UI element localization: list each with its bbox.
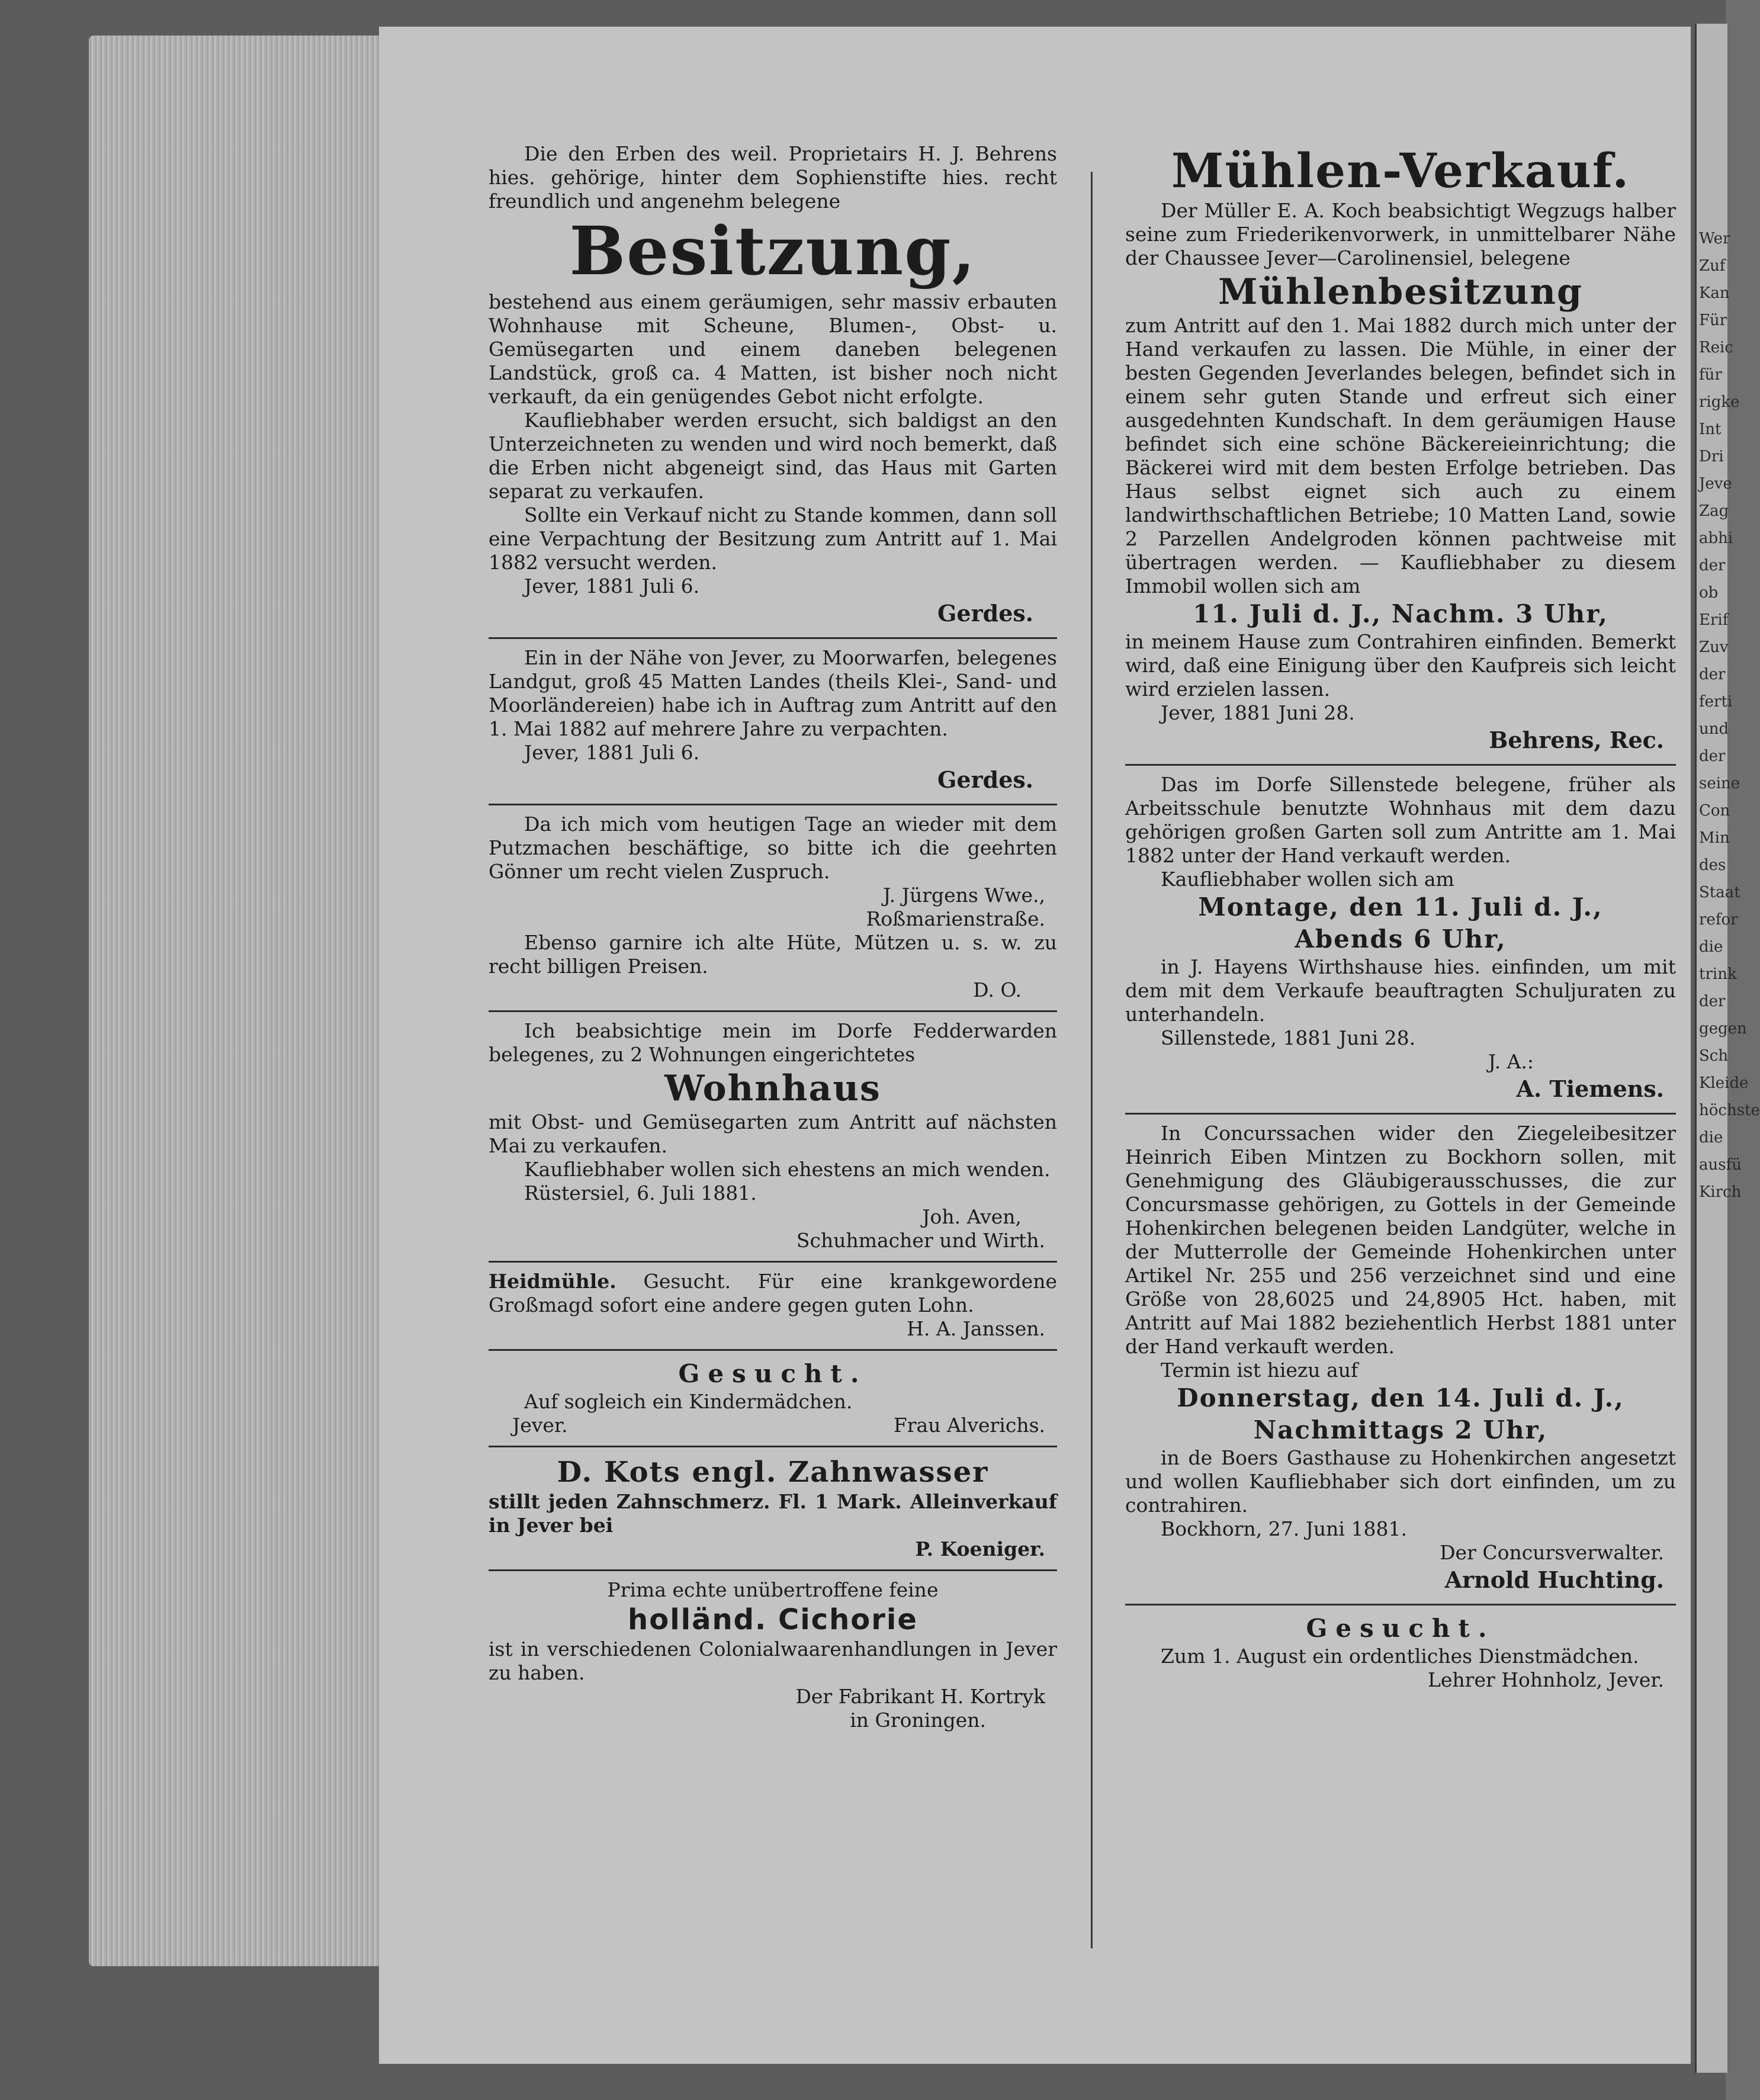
ad-heidmuehle — [489, 1270, 1057, 1341]
ad-body: Gesucht. Für eine krankgewordene Großmagd sofort eine andere gegen guten Lohn. — [489, 1270, 1057, 1316]
ad-putzmachen — [489, 813, 1057, 1002]
ad-date: Donnerstag, den 14. Juli d. J., — [1177, 1383, 1624, 1412]
ad-name: Joh. Aven, — [922, 1205, 1022, 1228]
ad-separator — [489, 1446, 1057, 1447]
adjacent-page-fragment: gegen — [1699, 1020, 1747, 1038]
adjacent-page-fragment: Min — [1699, 829, 1730, 847]
ad-title: Schuhmacher und Wirth. — [796, 1229, 1045, 1252]
ad-subheadline: Mühlenbesitzung — [1218, 271, 1583, 313]
adjacent-page-fragment: der — [1699, 557, 1726, 574]
adjacent-page-fragment: der — [1699, 666, 1726, 683]
ad-intro: Die den Erben des weil. Proprietairs H. J. Behrens hies. gehörige, hinter dem Sophienstifte hies. recht freundlich und angenehm belegene — [489, 142, 1057, 213]
ad-gesucht-kindermaedchen — [489, 1358, 1057, 1437]
column-divider — [1091, 172, 1093, 1948]
adjacent-page-fragment: Kan — [1699, 284, 1730, 302]
ad-name: Der Fabrikant H. Kortryk — [795, 1685, 1045, 1708]
ad-zahnwasser — [489, 1454, 1057, 1561]
adjacent-page-fragment: der — [1699, 993, 1726, 1010]
ad-signature: Arnold Huchting. — [1444, 1566, 1664, 1593]
ad-separator — [489, 1569, 1057, 1571]
adjacent-page-fragment: abhi — [1699, 529, 1733, 547]
ad-name: J. Jürgens Wwe., — [883, 884, 1045, 907]
ad-name: H. A. Janssen. — [907, 1317, 1045, 1340]
adjacent-page-fragment: Con — [1699, 802, 1730, 820]
adjacent-page-fragment: Jeve — [1699, 475, 1732, 493]
ad-separator — [489, 1010, 1057, 1012]
ad-dateline: Rüstersiel, 6. Juli 1881. — [524, 1181, 757, 1205]
ad-signature: Gerdes. — [937, 766, 1033, 793]
ad-body: in de Boers Gasthause zu Hohenkirchen angesetzt und wollen Kaufliebhaber sich dort einfinden, um zu contrahiren. — [1125, 1446, 1676, 1517]
adjacent-page-fragment: die — [1699, 1129, 1723, 1147]
ad-time: Nachmittags 2 Uhr, — [1253, 1415, 1548, 1444]
adjacent-page-fragment: Kleide — [1699, 1074, 1749, 1092]
ad-footer — [489, 1414, 1057, 1437]
ad-dateline: Jever, 1881 Juni 28. — [1161, 701, 1355, 724]
adjacent-page-fragment: Reic — [1699, 339, 1733, 357]
adjacent-page-fragment: höchste — [1699, 1102, 1760, 1119]
adjacent-page-fragment: Zuv — [1699, 638, 1729, 656]
ad-separator — [1125, 1604, 1676, 1605]
adjacent-page-fragment: des — [1699, 856, 1726, 874]
adjacent-page-fragment: Kirch — [1699, 1183, 1742, 1201]
adjacent-page-fragment: Erif — [1699, 611, 1729, 629]
ad-landgut — [489, 646, 1057, 795]
ad-paragraph: Termin ist hiezu auf — [1161, 1359, 1358, 1382]
ad-dateline: Sillenstede, 1881 Juni 28. — [1161, 1026, 1416, 1049]
adjacent-page-fragment: der — [1699, 747, 1726, 765]
ad-place: in Groningen. — [850, 1709, 986, 1732]
ad-dateline: Jever, 1881 Juli 6. — [524, 741, 700, 764]
ad-body: Zum 1. August ein ordentliches Dienstmädchen. — [1161, 1645, 1639, 1668]
ad-paragraph: Sollte ein Verkauf nicht zu Stande kommen, dann soll eine Verpachtung der Besitzung zum Antritt auf 1. Mai 1882 versucht werden. — [489, 503, 1057, 574]
adjacent-page-fragment: seine — [1699, 775, 1740, 792]
ad-muehlen-verkauf — [1125, 142, 1676, 756]
ad-separator — [489, 1261, 1057, 1263]
ad-body: Da ich mich vom heutigen Tage an wieder mit dem Putzmachen beschäftige, so bitte ich die geehrten Gönner um recht vielen Zuspruch. — [489, 813, 1057, 883]
ad-headline: Besitzung, — [569, 213, 977, 290]
ad-body: Auf sogleich ein Kindermädchen. — [524, 1390, 853, 1413]
ad-body: ist in verschiedenen Colonialwaarenhandlungen in Jever zu haben. — [489, 1637, 1057, 1684]
ad-gesucht-dienstmaedchen — [1125, 1613, 1676, 1692]
ad-intro: Ich beabsichtige mein im Dorfe Fedderwarden belegenes, zu 2 Wohnungen eingerichtetes — [489, 1019, 1057, 1066]
ad-name: Frau Alverichs. — [893, 1414, 1045, 1437]
ad-cichorie — [489, 1578, 1057, 1732]
ad-ia: J. A.: — [1488, 1050, 1534, 1073]
ad-separator — [489, 637, 1057, 639]
book-page-edges — [89, 36, 385, 1966]
ad-intro: Der Müller E. A. Koch beabsichtigt Wegzugs halber seine zum Friederikenvorwerk, in unmittelbarer Nähe der Chaussee Jever—Carolinensiel, belegene — [1125, 199, 1676, 269]
ad-body: Ein in der Nähe von Jever, zu Moorwarfen, belegenes Landgut, groß 45 Matten Landes (theils Klei-, Sand- und Moorländereien) habe ich in Auftrag zum Antritt auf den 1. Mai 1882 auf mehrere Jahre zu verpachten. — [489, 646, 1057, 740]
ad-separator — [1125, 1113, 1676, 1115]
adjacent-page-fragment: Zuf — [1699, 257, 1726, 275]
ad-headline: D. Kots engl. Zahnwasser — [557, 1456, 989, 1489]
adjacent-page-strip — [1695, 24, 1760, 2073]
adjacent-page-fragment: Staat — [1699, 884, 1740, 901]
ad-separator — [489, 1349, 1057, 1351]
ad-dateline: Bockhorn, 27. Juni 1881. — [1161, 1517, 1407, 1540]
ad-dateline: Jever, 1881 Juli 6. — [524, 574, 700, 598]
adjacent-page-fragment: die — [1699, 938, 1723, 956]
left-column — [489, 142, 1057, 1741]
ad-name: P. Koeniger. — [915, 1537, 1045, 1560]
ad-initials: D. O. — [973, 978, 1022, 1001]
adjacent-page-fragment: Wer — [1699, 230, 1730, 248]
ad-paragraph: Kaufliebhaber wollen sich am — [1161, 868, 1454, 891]
ad-street: Roßmarienstraße. — [866, 907, 1045, 930]
adjacent-page-fragment: Für — [1699, 312, 1727, 329]
adjacent-page-fragment: trink — [1699, 965, 1737, 983]
ad-place: Jever. — [512, 1414, 568, 1437]
ad-paragraph: Kaufliebhaber wollen sich ehestens an mich wenden. — [524, 1158, 1051, 1181]
ad-sillenstede — [1125, 773, 1676, 1104]
ad-signature: A. Tiemens. — [1516, 1075, 1664, 1102]
ad-intro: Prima echte unübertroffene feine — [607, 1578, 939, 1601]
adjacent-page-fragment: Sch — [1699, 1047, 1729, 1065]
adjacent-page-fragment: für — [1699, 366, 1722, 384]
ad-headline: holländ. Cichorie — [628, 1603, 918, 1636]
right-column — [1125, 142, 1676, 1700]
ad-date: 11. Juli d. J., Nachm. 3 Uhr, — [1193, 599, 1608, 628]
ad-headline: Wohnhaus — [664, 1068, 881, 1109]
adjacent-page-fragment: ferti — [1699, 693, 1733, 711]
ad-extra: Ebenso garnire ich alte Hüte, Mützen u. s. w. zu recht billigen Preisen. — [489, 931, 1057, 978]
adjacent-page-fragment: Int — [1699, 420, 1722, 438]
ad-role: Der Concursverwalter. — [1440, 1541, 1664, 1564]
ad-paragraph: Kaufliebhaber werden ersucht, sich baldigst an den Unterzeichneten zu wenden und wird noch bemerkt, daß die Erben nicht abgeneigt sind, das Haus mit Garten separat zu verkaufen. — [489, 409, 1057, 503]
adjacent-page-fragment: refor — [1699, 911, 1738, 929]
ad-place: Heidmühle. — [489, 1270, 616, 1293]
ad-body: zum Antritt auf den 1. Mai 1882 durch mich unter der Hand verkaufen zu lassen. Die Mühle, in einer der besten Gegenden Jeverlandes belegen, befindet sich in einem sehr guten Stande und erfreut sich einer ausgedehnten Kundschaft. In dem geräumigen Hause befindet sich eine schöne Bäckereieinrichtung; die Bäckerei wird mit dem besten Erfolge betrieben. Das Haus selbst eignet sich auch zu einem landwirthschaftlichen Betriebe; 10 Matten Land, sowie 2 Parzellen Andelgroden können pachtweise mit übertragen werden. — Kaufliebhaber zu diesem Immobil wollen sich am — [1125, 314, 1676, 598]
adjacent-page-fragment: Zag — [1699, 502, 1729, 520]
ad-wohnhaus — [489, 1019, 1057, 1253]
ad-body: In Concurssachen wider den Ziegeleibesitzer Heinrich Eiben Mintzen zu Bockhorn sollen, mit Genehmigung des Gläubigerausschusses, die zur Concursmasse gehörigen, zu Gottels in der Gemeinde Hohenkirchen belegenen beiden Landgüter, welche in der Mutterrolle der Gemeinde Hohenkirchen unter Artikel Nr. 255 und 256 verzeichnet sind und eine Größe von 28,6025 und 24,8905 Hct. haben, mit Antritt auf Mai 1882 beziehentlich Herbst 1881 unter der Hand verkauft werden. — [1125, 1122, 1676, 1358]
adjacent-page-fragment: und — [1699, 720, 1729, 738]
ad-body: mit Obst- und Gemüsegarten zum Antritt auf nächsten Mai zu verkaufen. — [489, 1110, 1057, 1157]
ad-time: Abends 6 Uhr, — [1295, 924, 1507, 953]
ad-headline: Mühlen-Verkauf. — [1171, 143, 1630, 198]
ad-body: stillt jeden Zahnschmerz. Fl. 1 Mark. Alleinverkauf in Jever bei — [489, 1490, 1057, 1537]
ad-signature: Gerdes. — [937, 600, 1033, 627]
ad-headline: Gesucht. — [678, 1359, 868, 1388]
adjacent-page-fragment: ob — [1699, 584, 1719, 602]
ad-body: in meinem Hause zum Contrahiren einfinden. Bemerkt wird, daß eine Einigung über den Kaufpreis sich leicht wird erzielen lassen. — [1125, 630, 1676, 701]
ad-headline: Gesucht. — [1306, 1614, 1495, 1643]
ad-separator — [1125, 764, 1676, 766]
ad-date: Montage, den 11. Juli d. J., — [1198, 892, 1603, 921]
ad-concurs — [1125, 1122, 1676, 1595]
ad-signature: Lehrer Hohnholz, Jever. — [1427, 1668, 1664, 1691]
adjacent-page-fragment: Dri — [1699, 448, 1724, 465]
adjacent-page-fragment: ausfü — [1699, 1156, 1742, 1174]
ad-besitzung — [489, 142, 1057, 629]
adjacent-page-fragment: rigke — [1699, 393, 1740, 411]
ad-body: in J. Hayens Wirthshause hies. einfinden, um mit dem mit dem Verkaufe beauftragten Schuljuraten zu unterhandeln. — [1125, 955, 1676, 1026]
ad-body: Das im Dorfe Sillenstede belegene, früher als Arbeitsschule benutzte Wohnhaus mit dem dazu gehörigen großen Garten soll zum Antritte am 1. Mai 1882 unter der Hand verkauft werden. — [1125, 773, 1676, 867]
ad-separator — [489, 804, 1057, 805]
ad-signature: Behrens, Rec. — [1489, 727, 1664, 753]
ad-body: bestehend aus einem geräumigen, sehr massiv erbauten Wohnhause mit Scheune, Blumen-, Obst- u. Gemüsegarten und einem daneben belegenen Landstück, groß ca. 4 Matten, ist bisher noch nicht verkauft, da ein genügendes Gebot nicht erfolgte. — [489, 290, 1057, 408]
